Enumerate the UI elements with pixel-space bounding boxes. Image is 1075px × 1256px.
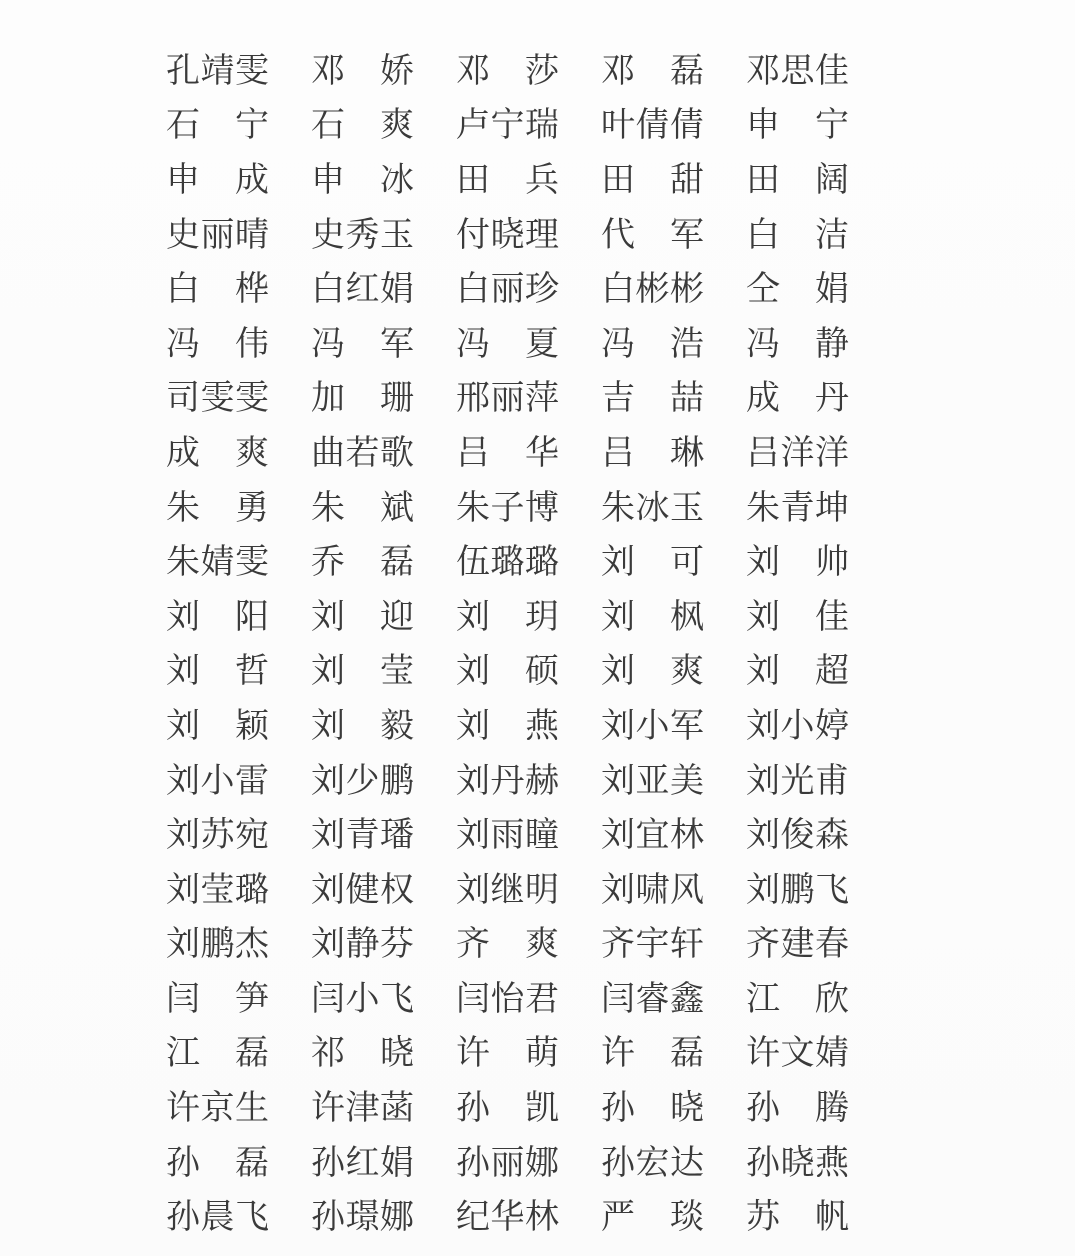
name-cell: 闫 笋 (166, 980, 270, 1018)
name-cell: 孙 晓 (601, 1090, 705, 1128)
name-cell: 祁 晓 (311, 1035, 415, 1073)
name-cell: 刘静芬 (311, 926, 415, 964)
name-cell: 成 丹 (746, 380, 850, 418)
name-cell: 朱婧雯 (166, 544, 270, 582)
name-cell: 冯 夏 (456, 325, 560, 363)
name-cell: 孔靖雯 (166, 52, 270, 90)
name-cell: 许津菡 (311, 1090, 415, 1128)
name-cell: 曲若歌 (311, 434, 415, 472)
name-cell: 许 磊 (601, 1035, 705, 1073)
name-cell: 刘 枫 (601, 598, 705, 636)
name-cell: 田 兵 (456, 161, 560, 199)
name-cell: 吕 琳 (601, 434, 705, 472)
name-cell: 叶倩倩 (601, 107, 705, 145)
name-cell: 刘青璠 (311, 817, 415, 855)
name-cell: 刘小婷 (746, 707, 850, 745)
name-cell: 刘 可 (601, 544, 705, 582)
name-cell: 刘 颖 (166, 707, 270, 745)
name-cell: 江 欣 (746, 980, 850, 1018)
name-cell: 白 桦 (166, 271, 270, 309)
name-cell: 邓 莎 (456, 52, 560, 90)
name-cell: 纪华林 (456, 1199, 560, 1237)
name-cell: 刘 莹 (311, 653, 415, 691)
name-cell: 石 爽 (311, 107, 415, 145)
name-cell: 司雯雯 (166, 380, 270, 418)
name-cell: 刘亚美 (601, 762, 705, 800)
name-cell: 江 磊 (166, 1035, 270, 1073)
name-cell: 邢丽萍 (456, 380, 560, 418)
name-cell: 刘宜林 (601, 817, 705, 855)
name-cell: 伍璐璐 (456, 544, 560, 582)
name-cell: 刘 佳 (746, 598, 850, 636)
name-cell: 刘鹏杰 (166, 926, 270, 964)
name-cell: 刘啸风 (601, 871, 705, 909)
name-cell: 孙宏达 (601, 1144, 705, 1182)
name-cell: 刘 帅 (746, 544, 850, 582)
name-cell: 史秀玉 (311, 216, 415, 254)
name-cell: 刘雨瞳 (456, 817, 560, 855)
name-cell: 吕 华 (456, 434, 560, 472)
name-cell: 齐建春 (746, 926, 850, 964)
name-cell: 孙 凯 (456, 1090, 560, 1128)
name-cell: 申 成 (166, 161, 270, 199)
name-cell: 孙 磊 (166, 1144, 270, 1182)
name-cell: 冯 伟 (166, 325, 270, 363)
name-cell: 史丽晴 (166, 216, 270, 254)
name-cell: 白彬彬 (601, 271, 705, 309)
name-cell: 刘俊森 (746, 817, 850, 855)
name-cell: 邓 娇 (311, 52, 415, 90)
name-cell: 孙 腾 (746, 1090, 850, 1128)
name-cell: 申 冰 (311, 161, 415, 199)
name-cell: 付晓理 (456, 216, 560, 254)
name-cell: 闫小飞 (311, 980, 415, 1018)
name-cell: 孙红娟 (311, 1144, 415, 1182)
name-cell: 刘 玥 (456, 598, 560, 636)
name-cell: 刘小军 (601, 707, 705, 745)
name-cell: 冯 军 (311, 325, 415, 363)
name-cell: 刘健权 (311, 871, 415, 909)
name-cell: 苏 帆 (746, 1199, 850, 1237)
name-cell: 白 洁 (746, 216, 850, 254)
name-cell: 刘 毅 (311, 707, 415, 745)
name-cell: 冯 静 (746, 325, 850, 363)
name-cell: 刘 硕 (456, 653, 560, 691)
name-cell: 仝 娟 (746, 271, 850, 309)
name-cell: 刘莹璐 (166, 871, 270, 909)
name-cell: 刘少鹏 (311, 762, 415, 800)
name-cell: 刘 迎 (311, 598, 415, 636)
name-cell: 田 阔 (746, 161, 850, 199)
name-cell: 朱子博 (456, 489, 560, 527)
name-cell: 申 宁 (746, 107, 850, 145)
name-cell: 孙晓燕 (746, 1144, 850, 1182)
name-cell: 吉 喆 (601, 380, 705, 418)
name-cell: 白红娟 (311, 271, 415, 309)
name-cell: 孙璟娜 (311, 1199, 415, 1237)
name-cell: 刘 哲 (166, 653, 270, 691)
name-cell: 刘苏宛 (166, 817, 270, 855)
name-cell: 许 萌 (456, 1035, 560, 1073)
name-cell: 刘鹏飞 (746, 871, 850, 909)
name-cell: 许京生 (166, 1090, 270, 1128)
name-cell: 刘 燕 (456, 707, 560, 745)
name-cell: 代 军 (601, 216, 705, 254)
name-cell: 朱冰玉 (601, 489, 705, 527)
name-cell: 刘光甫 (746, 762, 850, 800)
name-cell: 孙丽娜 (456, 1144, 560, 1182)
name-cell: 刘继明 (456, 871, 560, 909)
name-cell: 冯 浩 (601, 325, 705, 363)
name-cell: 白丽珍 (456, 271, 560, 309)
name-cell: 许文婧 (746, 1035, 850, 1073)
name-cell: 齐 爽 (456, 926, 560, 964)
name-cell: 加 珊 (311, 380, 415, 418)
name-cell: 邓思佳 (746, 52, 850, 90)
name-cell: 石 宁 (166, 107, 270, 145)
name-cell: 朱青坤 (746, 489, 850, 527)
name-cell: 刘 阳 (166, 598, 270, 636)
name-cell: 邓 磊 (601, 52, 705, 90)
name-cell: 刘 超 (746, 653, 850, 691)
name-cell: 卢宁瑞 (456, 107, 560, 145)
name-cell: 朱 勇 (166, 489, 270, 527)
name-cell: 闫怡君 (456, 980, 560, 1018)
name-cell: 齐宇轩 (601, 926, 705, 964)
name-cell: 严 琰 (601, 1199, 705, 1237)
name-cell: 闫睿鑫 (601, 980, 705, 1018)
name-cell: 朱 斌 (311, 489, 415, 527)
name-cell: 孙晨飞 (166, 1199, 270, 1237)
name-cell: 刘小雷 (166, 762, 270, 800)
name-cell: 吕洋洋 (746, 434, 850, 472)
name-cell: 刘丹赫 (456, 762, 560, 800)
name-cell: 成 爽 (166, 434, 270, 472)
name-cell: 乔 磊 (311, 544, 415, 582)
name-cell: 田 甜 (601, 161, 705, 199)
name-cell: 刘 爽 (601, 653, 705, 691)
